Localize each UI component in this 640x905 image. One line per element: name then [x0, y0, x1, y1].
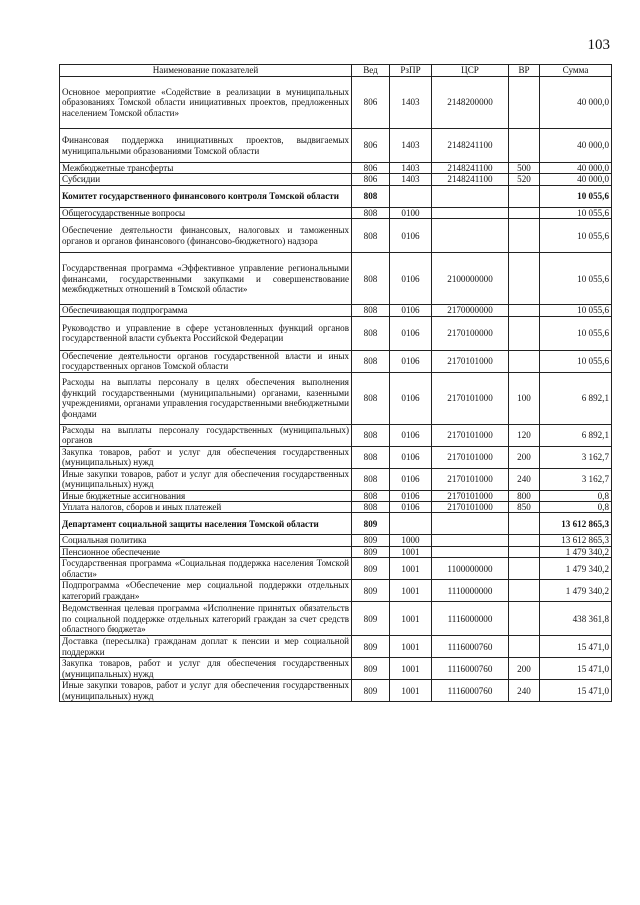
- table-row: [60, 350, 612, 372]
- cell-name: Подпрограмма «Обеспечение мер социальной поддержки отдельных категорий граждан»: [60, 580, 352, 602]
- cell-ved: 808: [352, 316, 390, 350]
- cell-name: Государственная программа «Социальная поддержка населения Томской области»: [60, 558, 352, 580]
- cell-csr: 1116000760: [432, 636, 509, 658]
- table-row: [60, 163, 612, 174]
- cell-name: Межбюджетные трансферты: [60, 163, 352, 174]
- budget-table: [59, 64, 612, 702]
- cell-vr: [509, 602, 540, 636]
- cell-vr: 200: [509, 446, 540, 468]
- cell-sum: 6 892,1: [540, 424, 612, 446]
- table-row: [60, 602, 612, 636]
- cell-ved: 808: [352, 372, 390, 424]
- cell-rzpr: 1001: [390, 680, 432, 702]
- cell-vr: 800: [509, 490, 540, 501]
- cell-ved: 806: [352, 129, 390, 163]
- table-row: [60, 468, 612, 490]
- table-row: [60, 513, 612, 535]
- cell-sum: 1 479 340,2: [540, 558, 612, 580]
- table-row: [60, 219, 612, 253]
- cell-vr: 850: [509, 502, 540, 513]
- cell-csr: 2148241100: [432, 163, 509, 174]
- cell-sum: 10 055,6: [540, 253, 612, 305]
- cell-sum: 10 055,6: [540, 207, 612, 218]
- cell-rzpr: 1403: [390, 129, 432, 163]
- cell-name: Иные закупки товаров, работ и услуг для обеспечения государственных (муниципальных) нужд: [60, 680, 352, 702]
- header-csr: ЦСР: [432, 65, 509, 77]
- cell-rzpr: 0106: [390, 468, 432, 490]
- cell-vr: [509, 513, 540, 535]
- cell-name: Департамент социальной защиты населения Томской области: [60, 513, 352, 535]
- cell-csr: 2170101000: [432, 446, 509, 468]
- cell-vr: [509, 535, 540, 546]
- cell-csr: 2170101000: [432, 424, 509, 446]
- cell-csr: 2170101000: [432, 372, 509, 424]
- cell-vr: [509, 253, 540, 305]
- cell-sum: 0,8: [540, 502, 612, 513]
- cell-csr: 2170000000: [432, 305, 509, 316]
- cell-name: Обеспечение деятельности финансовых, налоговых и таможенных органов и органов финансового (финансово-бюджетного) надзора: [60, 219, 352, 253]
- cell-rzpr: 1001: [390, 636, 432, 658]
- header-name: Наименование показателей: [60, 65, 352, 77]
- cell-rzpr: [390, 513, 432, 535]
- cell-rzpr: [390, 185, 432, 207]
- cell-csr: 1116000760: [432, 658, 509, 680]
- cell-name: Закупка товаров, работ и услуг для обеспечения государственных (муниципальных) нужд: [60, 446, 352, 468]
- cell-rzpr: 1001: [390, 580, 432, 602]
- cell-ved: 808: [352, 207, 390, 218]
- cell-ved: 809: [352, 558, 390, 580]
- cell-ved: 809: [352, 580, 390, 602]
- cell-vr: [509, 350, 540, 372]
- cell-sum: 10 055,6: [540, 219, 612, 253]
- table-row: [60, 305, 612, 316]
- cell-rzpr: 0106: [390, 424, 432, 446]
- cell-csr: 2170100000: [432, 316, 509, 350]
- cell-ved: 809: [352, 636, 390, 658]
- cell-vr: 520: [509, 174, 540, 185]
- cell-sum: 13 612 865,3: [540, 535, 612, 546]
- cell-rzpr: 1001: [390, 602, 432, 636]
- cell-csr: [432, 185, 509, 207]
- cell-ved: 808: [352, 253, 390, 305]
- cell-csr: 1116000760: [432, 680, 509, 702]
- cell-vr: [509, 207, 540, 218]
- cell-sum: 15 471,0: [540, 636, 612, 658]
- cell-vr: [509, 546, 540, 557]
- cell-rzpr: 0106: [390, 502, 432, 513]
- cell-csr: 1110000000: [432, 580, 509, 602]
- cell-vr: [509, 219, 540, 253]
- cell-ved: 808: [352, 446, 390, 468]
- cell-ved: 809: [352, 513, 390, 535]
- table-row: [60, 207, 612, 218]
- cell-name: Ведомственная целевая программа «Исполнение принятых обязательств по социальной поддержке отдельных категорий граждан за счет средств областного бюджета»: [60, 602, 352, 636]
- table-row: [60, 535, 612, 546]
- table-row: [60, 446, 612, 468]
- header-rzpr: РзПР: [390, 65, 432, 77]
- cell-name: Закупка товаров, работ и услуг для обеспечения государственных (муниципальных) нужд: [60, 658, 352, 680]
- cell-rzpr: 1001: [390, 558, 432, 580]
- cell-sum: 1 479 340,2: [540, 580, 612, 602]
- cell-rzpr: 0106: [390, 490, 432, 501]
- cell-vr: [509, 129, 540, 163]
- table-header-row: [60, 65, 612, 77]
- cell-ved: 806: [352, 77, 390, 129]
- cell-sum: 6 892,1: [540, 372, 612, 424]
- cell-name: Государственная программа «Эффективное управление региональными финансами, государственными закупками и совершенствование межбюджетных отношений в Томской области»: [60, 253, 352, 305]
- cell-sum: 10 055,6: [540, 305, 612, 316]
- cell-name: Уплата налогов, сборов и иных платежей: [60, 502, 352, 513]
- cell-csr: 2148241100: [432, 129, 509, 163]
- cell-ved: 806: [352, 163, 390, 174]
- cell-rzpr: 0106: [390, 305, 432, 316]
- cell-vr: 500: [509, 163, 540, 174]
- cell-ved: 809: [352, 680, 390, 702]
- cell-vr: 240: [509, 680, 540, 702]
- cell-rzpr: 1403: [390, 77, 432, 129]
- cell-vr: 240: [509, 468, 540, 490]
- cell-ved: 808: [352, 468, 390, 490]
- cell-ved: 808: [352, 219, 390, 253]
- table-row: [60, 253, 612, 305]
- table-row: [60, 77, 612, 129]
- cell-vr: [509, 558, 540, 580]
- cell-name: Расходы на выплаты персоналу государственных (муниципальных) органов: [60, 424, 352, 446]
- cell-name: Социальная политика: [60, 535, 352, 546]
- cell-csr: 2148241100: [432, 174, 509, 185]
- cell-rzpr: 0106: [390, 350, 432, 372]
- cell-vr: 100: [509, 372, 540, 424]
- cell-sum: 10 055,6: [540, 350, 612, 372]
- cell-sum: 3 162,7: [540, 446, 612, 468]
- cell-csr: 2170101000: [432, 490, 509, 501]
- cell-name: Пенсионное обеспечение: [60, 546, 352, 557]
- cell-name: Основное мероприятие «Содействие в реализации в муниципальных образованиях Томской области инициативных проектов, предложенных населением Томской области»: [60, 77, 352, 129]
- cell-csr: [432, 546, 509, 557]
- cell-sum: 15 471,0: [540, 658, 612, 680]
- cell-ved: 808: [352, 305, 390, 316]
- cell-name: Комитет государственного финансового контроля Томской области: [60, 185, 352, 207]
- page-number: 103: [587, 37, 610, 53]
- table-row: [60, 502, 612, 513]
- cell-vr: [509, 185, 540, 207]
- cell-vr: [509, 305, 540, 316]
- cell-csr: [432, 513, 509, 535]
- cell-ved: 809: [352, 658, 390, 680]
- cell-sum: 10 055,6: [540, 316, 612, 350]
- cell-sum: 13 612 865,3: [540, 513, 612, 535]
- table-body: [60, 77, 612, 702]
- cell-csr: [432, 219, 509, 253]
- cell-ved: 806: [352, 174, 390, 185]
- cell-csr: 2170101000: [432, 350, 509, 372]
- cell-csr: [432, 207, 509, 218]
- header-sum: Сумма: [540, 65, 612, 77]
- cell-sum: 40 000,0: [540, 163, 612, 174]
- cell-vr: [509, 316, 540, 350]
- cell-ved: 809: [352, 535, 390, 546]
- cell-csr: 1116000000: [432, 602, 509, 636]
- cell-csr: 2170101000: [432, 502, 509, 513]
- cell-rzpr: 1403: [390, 174, 432, 185]
- table-row: [60, 558, 612, 580]
- cell-rzpr: 0106: [390, 253, 432, 305]
- cell-ved: 809: [352, 546, 390, 557]
- cell-sum: 40 000,0: [540, 77, 612, 129]
- cell-name: Обеспечивающая подпрограмма: [60, 305, 352, 316]
- cell-sum: 0,8: [540, 490, 612, 501]
- cell-ved: 808: [352, 502, 390, 513]
- cell-csr: [432, 535, 509, 546]
- cell-name: Иные закупки товаров, работ и услуг для обеспечения государственных (муниципальных) нужд: [60, 468, 352, 490]
- table-row: [60, 658, 612, 680]
- table-row: [60, 185, 612, 207]
- table-row: [60, 424, 612, 446]
- header-vr: ВР: [509, 65, 540, 77]
- table-row: [60, 580, 612, 602]
- cell-rzpr: 0106: [390, 372, 432, 424]
- table-row: [60, 316, 612, 350]
- cell-sum: 40 000,0: [540, 174, 612, 185]
- cell-rzpr: 0106: [390, 316, 432, 350]
- cell-sum: 3 162,7: [540, 468, 612, 490]
- table-row: [60, 372, 612, 424]
- cell-ved: 808: [352, 185, 390, 207]
- cell-rzpr: 0106: [390, 219, 432, 253]
- cell-csr: 1100000000: [432, 558, 509, 580]
- header-ved: Вед: [352, 65, 390, 77]
- cell-ved: 808: [352, 424, 390, 446]
- cell-sum: 40 000,0: [540, 129, 612, 163]
- cell-sum: 1 479 340,2: [540, 546, 612, 557]
- cell-rzpr: 1001: [390, 546, 432, 557]
- cell-vr: [509, 580, 540, 602]
- cell-name: Расходы на выплаты персоналу в целях обеспечения выполнения функций государственными (муниципальными) органами, казенными учреждениями, органами управления государственными внебюджетными фондами: [60, 372, 352, 424]
- cell-name: Доставка (пересылка) гражданам доплат к пенсии и мер социальной поддержки: [60, 636, 352, 658]
- cell-rzpr: 1001: [390, 658, 432, 680]
- table-row: [60, 129, 612, 163]
- table-row: [60, 546, 612, 557]
- cell-ved: 809: [352, 602, 390, 636]
- table-row: [60, 680, 612, 702]
- cell-name: Общегосударственные вопросы: [60, 207, 352, 218]
- cell-name: Иные бюджетные ассигнования: [60, 490, 352, 501]
- cell-sum: 15 471,0: [540, 680, 612, 702]
- cell-csr: 2100000000: [432, 253, 509, 305]
- table-row: [60, 490, 612, 501]
- cell-rzpr: 1403: [390, 163, 432, 174]
- cell-vr: 200: [509, 658, 540, 680]
- cell-vr: [509, 636, 540, 658]
- cell-vr: 120: [509, 424, 540, 446]
- cell-name: Финансовая поддержка инициативных проектов, выдвигаемых муниципальными образованиями Томской области: [60, 129, 352, 163]
- cell-vr: [509, 77, 540, 129]
- cell-ved: 808: [352, 350, 390, 372]
- cell-csr: 2170101000: [432, 468, 509, 490]
- cell-csr: 2148200000: [432, 77, 509, 129]
- cell-sum: 438 361,8: [540, 602, 612, 636]
- table-row: [60, 636, 612, 658]
- cell-name: Обеспечение деятельности органов государственной власти и иных государственных органов Томской области: [60, 350, 352, 372]
- cell-rzpr: 0100: [390, 207, 432, 218]
- cell-sum: 10 055,6: [540, 185, 612, 207]
- table-row: [60, 174, 612, 185]
- cell-rzpr: 0106: [390, 446, 432, 468]
- cell-rzpr: 1000: [390, 535, 432, 546]
- cell-name: Субсидии: [60, 174, 352, 185]
- cell-name: Руководство и управление в сфере установленных функций органов государственной власти субъекта Российской Федерации: [60, 316, 352, 350]
- cell-ved: 808: [352, 490, 390, 501]
